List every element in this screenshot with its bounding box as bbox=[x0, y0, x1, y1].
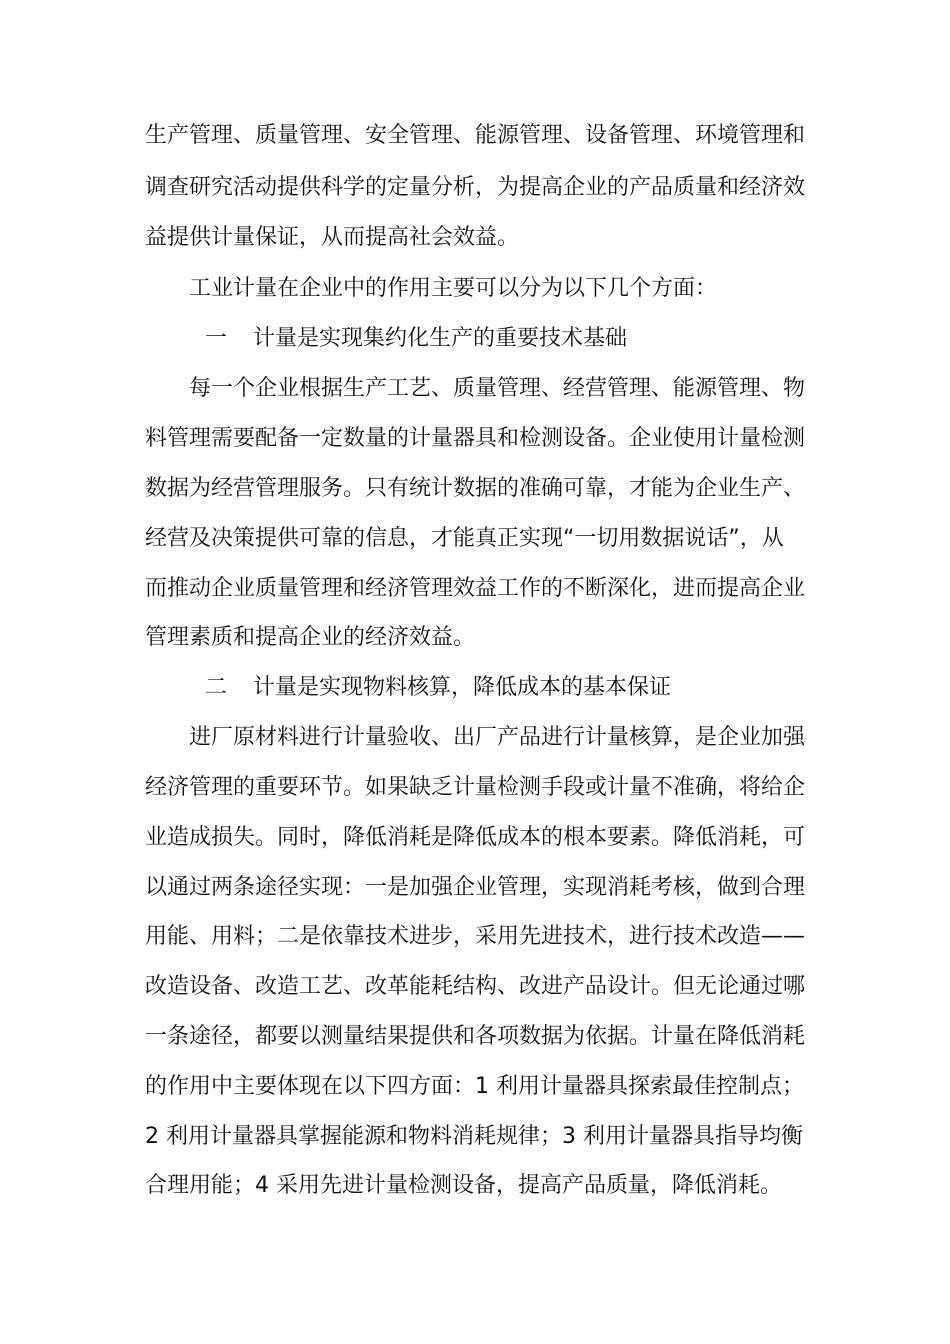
paragraph-line: 合理用能；4 采用先进计量检测设备，提高产品质量，降低消耗。 bbox=[145, 1173, 782, 1198]
section-title: 计量是实现物料核算，降低成本的基本保证 bbox=[253, 675, 672, 700]
section-title: 计量是实现集约化生产的重要技术基础 bbox=[253, 326, 628, 351]
paragraph-line: 以通过两条途径实现：一是加强企业管理，实现消耗考核，做到合理 bbox=[145, 875, 806, 900]
paragraph-line: 管理素质和提高企业的经济效益。 bbox=[145, 625, 476, 650]
paragraph-line: 经营及决策提供可靠的信息，才能真正实现“一切用数据说话”，从 bbox=[145, 526, 784, 551]
paragraph-line: 生产管理、质量管理、安全管理、能源管理、设备管理、环境管理和 bbox=[145, 123, 806, 148]
section-number: 一 bbox=[205, 326, 228, 351]
paragraph-line: 调查研究活动提供科学的定量分析，为提高企业的产品质量和经济效 bbox=[145, 175, 806, 200]
paragraph-line: 业造成损失。同时，降低消耗是降低成本的根本要素。降低消耗，可 bbox=[145, 825, 806, 850]
paragraph-line: 改造设备、改造工艺、改革能耗结构、改进产品设计。但无论通过哪 bbox=[145, 974, 806, 999]
section-number: 二 bbox=[205, 675, 228, 700]
intro-paragraph: 工业计量在企业中的作用主要可以分为以下几个方面： bbox=[189, 276, 718, 301]
section-heading-1 bbox=[205, 324, 627, 354]
paragraph-line: 料管理需要配备一定数量的计量器具和检测设备。企业使用计量检测 bbox=[145, 426, 806, 451]
paragraph-line: 经济管理的重要环节。如果缺乏计量检测手段或计量不准确，将给企 bbox=[145, 775, 806, 800]
section-heading-2 bbox=[205, 673, 671, 703]
paragraph-line: 每一个企业根据生产工艺、质量管理、经营管理、能源管理、物 bbox=[189, 376, 806, 401]
paragraph-line: 数据为经营管理服务。只有统计数据的准确可靠，才能为企业生产、 bbox=[145, 476, 806, 501]
paragraph-line: 进厂原材料进行计量验收、出厂产品进行计量核算，是企业加强 bbox=[189, 725, 806, 750]
paragraph-line: 的作用中主要体现在以下四方面：1 利用计量器具探索最佳控制点； bbox=[145, 1074, 804, 1099]
paragraph-line: 2 利用计量器具掌握能源和物料消耗规律；3 利用计量器具指导均衡 bbox=[145, 1124, 803, 1149]
paragraph-line: 用能、用料；二是依靠技术进步，采用先进技术，进行技术改造—— bbox=[145, 924, 806, 949]
paragraph-line: 一条途径，都要以测量结果提供和各项数据为依据。计量在降低消耗 bbox=[145, 1024, 806, 1049]
paragraph-line: 而推动企业质量管理和经济管理效益工作的不断深化，进而提高企业 bbox=[145, 576, 806, 601]
paragraph-line: 益提供计量保证，从而提高社会效益。 bbox=[145, 225, 520, 250]
